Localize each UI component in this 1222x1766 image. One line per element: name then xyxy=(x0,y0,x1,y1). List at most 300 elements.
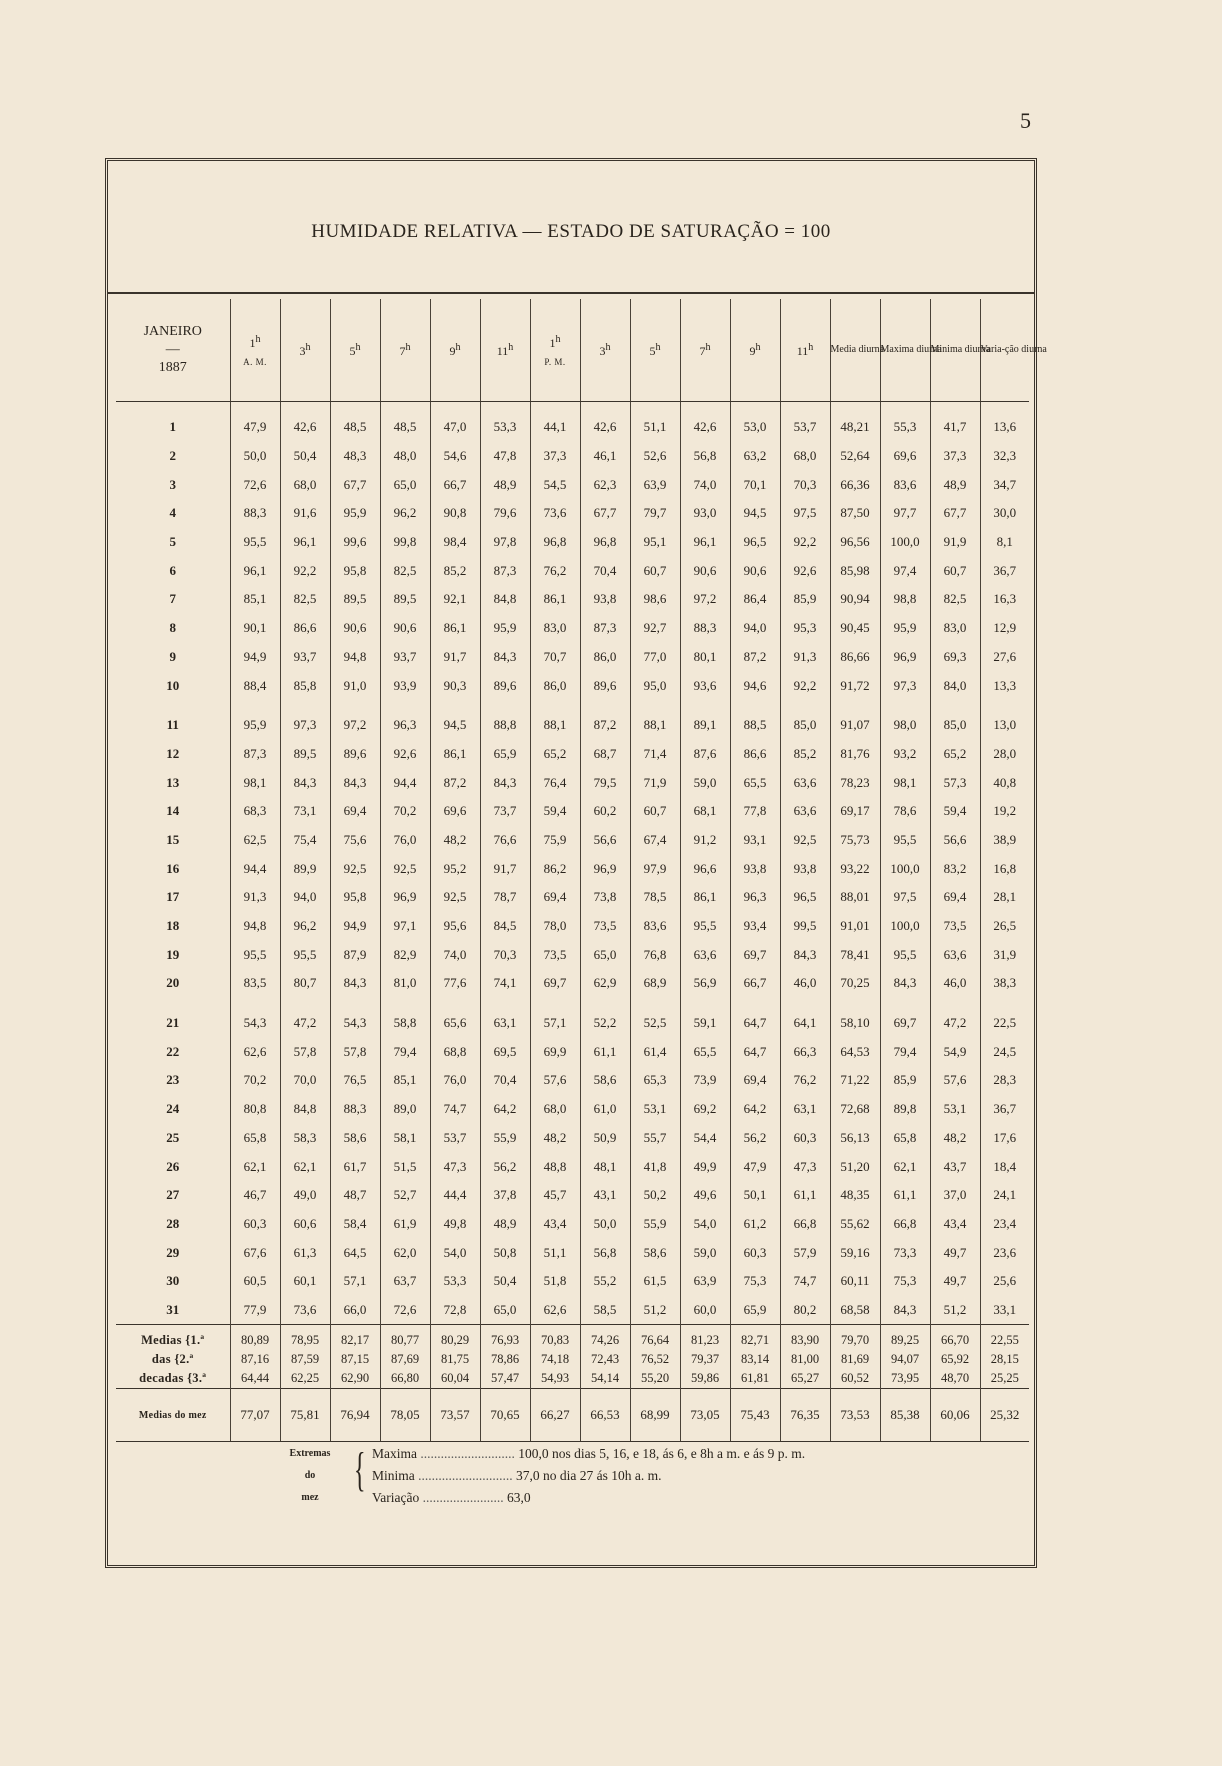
value-cell: 52,2 xyxy=(580,1009,630,1038)
decade-value: 87,59 xyxy=(280,1350,330,1369)
value-cell: 65,9 xyxy=(730,1296,780,1325)
value-cell: 60,6 xyxy=(280,1210,330,1239)
value-cell: 96,9 xyxy=(880,643,930,672)
hour-header xyxy=(480,299,530,402)
value-cell: 75,73 xyxy=(830,826,880,855)
value-cell: 84,0 xyxy=(930,671,980,700)
value-cell: 52,5 xyxy=(630,1009,680,1038)
value-cell: 69,4 xyxy=(330,797,380,826)
value-cell: 98,0 xyxy=(880,711,930,740)
value-cell: 93,8 xyxy=(780,854,830,883)
stat-header: Minima diurna xyxy=(930,299,980,402)
value-cell: 75,9 xyxy=(530,826,580,855)
decade-value: 87,16 xyxy=(230,1350,280,1369)
value-cell: 25,6 xyxy=(980,1267,1029,1296)
value-cell: 61,4 xyxy=(630,1037,680,1066)
value-cell: 93,7 xyxy=(380,643,430,672)
value-cell: 50,1 xyxy=(730,1181,780,1210)
gap-cell xyxy=(580,402,630,414)
value-cell: 100,0 xyxy=(880,854,930,883)
value-cell: 65,2 xyxy=(930,740,980,769)
value-cell: 85,0 xyxy=(930,711,980,740)
value-cell: 60,7 xyxy=(930,556,980,585)
day-number: 24 xyxy=(166,1101,180,1117)
value-cell: 61,5 xyxy=(630,1267,680,1296)
value-cell: 88,1 xyxy=(530,711,580,740)
value-cell: 48,5 xyxy=(330,413,380,442)
value-cell: 73,6 xyxy=(530,499,580,528)
value-cell: 69,4 xyxy=(730,1066,780,1095)
month-means-row xyxy=(116,1389,1029,1442)
day-number: 29 xyxy=(166,1244,180,1260)
value-cell: 62,5 xyxy=(230,826,280,855)
value-cell: 91,07 xyxy=(830,711,880,740)
value-cell: 93,7 xyxy=(280,643,330,672)
value-cell: 59,4 xyxy=(530,797,580,826)
value-cell: 85,9 xyxy=(780,585,830,614)
value-cell: 92,5 xyxy=(380,854,430,883)
hour-header xyxy=(530,299,580,402)
value-cell: 56,6 xyxy=(930,826,980,855)
gap-cell xyxy=(330,700,380,711)
value-cell: 77,0 xyxy=(630,643,680,672)
value-cell: 82,9 xyxy=(380,940,430,969)
value-cell: 72,68 xyxy=(830,1095,880,1124)
day-number: 12 xyxy=(166,745,180,761)
value-cell: 27,6 xyxy=(980,643,1029,672)
value-cell: 94,5 xyxy=(430,711,480,740)
value-cell: 51,5 xyxy=(380,1152,430,1181)
value-cell: 61,9 xyxy=(380,1210,430,1239)
value-cell: 97,4 xyxy=(880,556,930,585)
value-cell: 96,1 xyxy=(280,528,330,557)
value-cell: 75,4 xyxy=(280,826,330,855)
hour-label: 11 xyxy=(796,343,809,358)
value-cell: 98,8 xyxy=(880,585,930,614)
value-cell: 60,7 xyxy=(630,797,680,826)
hour-header xyxy=(280,299,330,402)
decade-value: 55,20 xyxy=(630,1369,680,1389)
gap-cell xyxy=(730,700,780,711)
value-cell: 41,7 xyxy=(930,413,980,442)
value-cell: 38,3 xyxy=(980,969,1029,998)
gap-cell xyxy=(230,402,280,414)
value-cell: 83,2 xyxy=(930,854,980,883)
decade-value: 80,89 xyxy=(230,1325,280,1351)
value-cell: 16,3 xyxy=(980,585,1029,614)
decade-row xyxy=(116,1325,1029,1351)
value-cell: 70,4 xyxy=(480,1066,530,1095)
value-cell: 83,5 xyxy=(230,969,280,998)
value-cell: 96,5 xyxy=(780,883,830,912)
value-cell: 96,2 xyxy=(280,912,330,941)
gap-cell xyxy=(680,998,730,1009)
gap-cell xyxy=(830,402,880,414)
value-cell: 61,2 xyxy=(730,1210,780,1239)
day-number: 28 xyxy=(166,1215,180,1231)
value-cell: 87,3 xyxy=(580,614,630,643)
value-cell: 13,3 xyxy=(980,671,1029,700)
value-cell: 66,36 xyxy=(830,470,880,499)
value-cell: 56,6 xyxy=(580,826,630,855)
table-row xyxy=(116,585,1029,614)
value-cell: 76,8 xyxy=(630,940,680,969)
value-cell: 62,1 xyxy=(230,1152,280,1181)
value-cell: 95,5 xyxy=(230,940,280,969)
hour-suffix: h xyxy=(405,341,411,353)
value-cell: 51,2 xyxy=(630,1296,680,1325)
gap-cell xyxy=(380,998,430,1009)
month-mean-value: 66,53 xyxy=(580,1389,630,1442)
value-cell: 54,0 xyxy=(430,1238,480,1267)
value-cell: 36,7 xyxy=(980,556,1029,585)
value-cell: 89,9 xyxy=(280,854,330,883)
value-cell: 55,9 xyxy=(630,1210,680,1239)
value-cell: 93,8 xyxy=(580,585,630,614)
value-cell: 69,2 xyxy=(680,1095,730,1124)
value-cell: 73,6 xyxy=(280,1296,330,1325)
value-cell: 19,2 xyxy=(980,797,1029,826)
value-cell: 90,6 xyxy=(330,614,380,643)
value-cell: 86,1 xyxy=(530,585,580,614)
day-number: 21 xyxy=(166,1015,180,1031)
extremes-label-line: mez xyxy=(301,1492,319,1503)
day-number: 30 xyxy=(166,1273,180,1289)
value-cell: 57,8 xyxy=(280,1037,330,1066)
decade-value: 81,75 xyxy=(430,1350,480,1369)
value-cell: 73,5 xyxy=(530,940,580,969)
value-cell: 86,0 xyxy=(580,643,630,672)
value-cell: 37,8 xyxy=(480,1181,530,1210)
month-mean-value: 73,57 xyxy=(430,1389,480,1442)
value-cell: 48,1 xyxy=(580,1152,630,1181)
value-cell: 46,7 xyxy=(230,1181,280,1210)
value-cell: 13,6 xyxy=(980,413,1029,442)
decade-value: 70,83 xyxy=(530,1325,580,1351)
hour-header xyxy=(380,299,430,402)
value-cell: 90,94 xyxy=(830,585,880,614)
value-cell: 46,1 xyxy=(580,442,630,471)
value-cell: 89,8 xyxy=(880,1095,930,1124)
value-cell: 84,8 xyxy=(480,585,530,614)
value-cell: 81,0 xyxy=(380,969,430,998)
value-cell: 76,6 xyxy=(480,826,530,855)
header-row xyxy=(116,299,1029,402)
gap-cell xyxy=(930,700,980,711)
value-cell: 8,1 xyxy=(980,528,1029,557)
value-cell: 68,1 xyxy=(680,797,730,826)
value-cell: 57,1 xyxy=(530,1009,580,1038)
value-cell: 58,6 xyxy=(630,1238,680,1267)
value-cell: 58,1 xyxy=(380,1124,430,1153)
value-cell: 96,3 xyxy=(730,883,780,912)
value-cell: 88,1 xyxy=(630,711,680,740)
value-cell: 57,3 xyxy=(930,768,980,797)
gap-cell xyxy=(430,700,480,711)
extreme-line xyxy=(372,1465,972,1487)
value-cell: 98,6 xyxy=(630,585,680,614)
decade-value: 65,92 xyxy=(930,1350,980,1369)
value-cell: 49,8 xyxy=(430,1210,480,1239)
value-cell: 69,3 xyxy=(930,643,980,672)
value-cell: 28,0 xyxy=(980,740,1029,769)
value-cell: 85,8 xyxy=(280,671,330,700)
decade-value: 76,52 xyxy=(630,1350,680,1369)
day-number: 18 xyxy=(166,918,180,934)
value-cell: 92,6 xyxy=(780,556,830,585)
value-cell: 54,5 xyxy=(530,470,580,499)
value-cell: 51,1 xyxy=(530,1238,580,1267)
value-cell: 97,2 xyxy=(330,711,380,740)
gap-row xyxy=(116,700,1029,711)
day-number: 2 xyxy=(169,448,176,464)
value-cell: 89,6 xyxy=(480,671,530,700)
value-cell: 72,8 xyxy=(430,1296,480,1325)
hour-suffix: h xyxy=(508,341,514,353)
value-cell: 50,0 xyxy=(580,1210,630,1239)
decade-row xyxy=(116,1369,1029,1389)
value-cell: 90,6 xyxy=(380,614,430,643)
value-cell: 42,6 xyxy=(580,413,630,442)
value-cell: 61,7 xyxy=(330,1152,380,1181)
value-cell: 73,7 xyxy=(480,797,530,826)
table-row xyxy=(116,643,1029,672)
value-cell: 92,6 xyxy=(380,740,430,769)
month-mean-value: 70,65 xyxy=(480,1389,530,1442)
value-cell: 94,9 xyxy=(230,643,280,672)
value-cell: 13,0 xyxy=(980,711,1029,740)
value-cell: 37,3 xyxy=(930,442,980,471)
value-cell: 73,3 xyxy=(880,1238,930,1267)
value-cell: 78,41 xyxy=(830,940,880,969)
value-cell: 75,6 xyxy=(330,826,380,855)
value-cell: 87,50 xyxy=(830,499,880,528)
value-cell: 90,6 xyxy=(680,556,730,585)
decade-value: 81,69 xyxy=(830,1350,880,1369)
value-cell: 91,3 xyxy=(230,883,280,912)
value-cell: 59,1 xyxy=(680,1009,730,1038)
value-cell: 96,5 xyxy=(730,528,780,557)
value-cell: 93,9 xyxy=(380,671,430,700)
value-cell: 64,7 xyxy=(730,1009,780,1038)
table-row xyxy=(116,614,1029,643)
decade-value: 64,44 xyxy=(230,1369,280,1389)
gap-cell xyxy=(480,998,530,1009)
value-cell: 47,2 xyxy=(280,1009,330,1038)
value-cell: 57,9 xyxy=(780,1238,830,1267)
value-cell: 94,8 xyxy=(230,912,280,941)
value-cell: 64,2 xyxy=(480,1095,530,1124)
value-cell: 63,7 xyxy=(380,1267,430,1296)
value-cell: 97,3 xyxy=(280,711,330,740)
decade-value: 73,95 xyxy=(880,1369,930,1389)
table-row xyxy=(116,1296,1029,1325)
value-cell: 82,5 xyxy=(930,585,980,614)
value-cell: 97,5 xyxy=(880,883,930,912)
extremes-values xyxy=(372,1443,972,1509)
decade-value: 78,86 xyxy=(480,1350,530,1369)
value-cell: 23,6 xyxy=(980,1238,1029,1267)
table-row xyxy=(116,1238,1029,1267)
value-cell: 42,6 xyxy=(680,413,730,442)
value-cell: 91,3 xyxy=(780,643,830,672)
title-divider xyxy=(108,292,1034,294)
value-cell: 48,35 xyxy=(830,1181,880,1210)
gap-cell xyxy=(280,998,330,1009)
value-cell: 79,7 xyxy=(630,499,680,528)
value-cell: 77,8 xyxy=(730,797,780,826)
day-number: 23 xyxy=(166,1072,180,1088)
table-row xyxy=(116,854,1029,883)
value-cell: 69,7 xyxy=(530,969,580,998)
hour-header xyxy=(680,299,730,402)
day-number: 26 xyxy=(166,1158,180,1174)
table-row xyxy=(116,940,1029,969)
decade-value: 83,14 xyxy=(730,1350,780,1369)
value-cell: 93,4 xyxy=(730,912,780,941)
value-cell: 47,9 xyxy=(730,1152,780,1181)
value-cell: 86,1 xyxy=(680,883,730,912)
value-cell: 68,0 xyxy=(780,442,830,471)
value-cell: 97,9 xyxy=(630,854,680,883)
value-cell: 49,9 xyxy=(680,1152,730,1181)
value-cell: 26,5 xyxy=(980,912,1029,941)
extreme-dots: ........................ xyxy=(419,1490,507,1505)
value-cell: 54,3 xyxy=(330,1009,380,1038)
extreme-dots: ............................ xyxy=(414,1468,516,1483)
hour-header xyxy=(780,299,830,402)
stat-header: Varia-ção diurna xyxy=(980,299,1029,402)
decade-row xyxy=(116,1350,1029,1369)
value-cell: 83,0 xyxy=(530,614,580,643)
month-dash: — xyxy=(165,342,180,357)
day-number: 4 xyxy=(169,505,176,521)
value-cell: 47,3 xyxy=(430,1152,480,1181)
hour-suffix: h xyxy=(305,341,311,353)
value-cell: 60,7 xyxy=(630,556,680,585)
value-cell: 96,8 xyxy=(580,528,630,557)
gap-cell xyxy=(880,402,930,414)
value-cell: 60,3 xyxy=(780,1124,830,1153)
value-cell: 79,6 xyxy=(480,499,530,528)
month-mean-value: 68,99 xyxy=(630,1389,680,1442)
value-cell: 88,3 xyxy=(680,614,730,643)
gap-cell xyxy=(380,402,430,414)
value-cell: 62,1 xyxy=(880,1152,930,1181)
decade-value: 62,25 xyxy=(280,1369,330,1389)
value-cell: 63,1 xyxy=(780,1095,830,1124)
value-cell: 84,3 xyxy=(330,969,380,998)
gap-cell xyxy=(530,998,580,1009)
value-cell: 92,5 xyxy=(330,854,380,883)
day-number: 20 xyxy=(166,975,180,991)
value-cell: 23,4 xyxy=(980,1210,1029,1239)
value-cell: 48,9 xyxy=(480,470,530,499)
decade-value: 83,90 xyxy=(780,1325,830,1351)
hour-period: P. M. xyxy=(544,356,566,367)
value-cell: 88,3 xyxy=(230,499,280,528)
value-cell: 54,6 xyxy=(430,442,480,471)
value-cell: 74,7 xyxy=(780,1267,830,1296)
value-cell: 93,0 xyxy=(680,499,730,528)
gap-cell xyxy=(630,700,680,711)
gap-cell xyxy=(930,998,980,1009)
value-cell: 60,3 xyxy=(230,1210,280,1239)
value-cell: 67,7 xyxy=(930,499,980,528)
value-cell: 89,6 xyxy=(330,740,380,769)
extreme-line xyxy=(372,1487,972,1509)
value-cell: 53,7 xyxy=(430,1124,480,1153)
value-cell: 50,4 xyxy=(280,442,330,471)
value-cell: 70,25 xyxy=(830,969,880,998)
month-mean-value: 60,06 xyxy=(930,1389,980,1442)
value-cell: 91,72 xyxy=(830,671,880,700)
gap-cell xyxy=(630,402,680,414)
hour-label: 1 xyxy=(249,335,256,350)
hour-suffix: h xyxy=(808,341,814,353)
value-cell: 63,6 xyxy=(780,768,830,797)
value-cell: 94,8 xyxy=(330,643,380,672)
value-cell: 30,0 xyxy=(980,499,1029,528)
decade-value: 60,04 xyxy=(430,1369,480,1389)
gap-row xyxy=(116,402,1029,414)
value-cell: 67,7 xyxy=(330,470,380,499)
value-cell: 92,5 xyxy=(780,826,830,855)
gap-cell xyxy=(116,700,230,711)
value-cell: 28,3 xyxy=(980,1066,1029,1095)
value-cell: 78,5 xyxy=(630,883,680,912)
value-cell: 49,0 xyxy=(280,1181,330,1210)
decade-value: 78,95 xyxy=(280,1325,330,1351)
value-cell: 77,6 xyxy=(430,969,480,998)
value-cell: 57,6 xyxy=(930,1066,980,1095)
decade-value: 65,27 xyxy=(780,1369,830,1389)
value-cell: 49,6 xyxy=(680,1181,730,1210)
value-cell: 59,0 xyxy=(680,1238,730,1267)
decade-value: 66,70 xyxy=(930,1325,980,1351)
value-cell: 42,6 xyxy=(280,413,330,442)
table-row xyxy=(116,1181,1029,1210)
value-cell: 69,9 xyxy=(530,1037,580,1066)
value-cell: 50,8 xyxy=(480,1238,530,1267)
value-cell: 95,1 xyxy=(630,528,680,557)
day-number: 31 xyxy=(166,1301,180,1317)
extremes-label-line: do xyxy=(304,1470,316,1481)
extremes-label-line: Extremas xyxy=(289,1448,331,1459)
decade-value: 76,64 xyxy=(630,1325,680,1351)
value-cell: 79,4 xyxy=(380,1037,430,1066)
table-row xyxy=(116,528,1029,557)
value-cell: 53,3 xyxy=(480,413,530,442)
value-cell: 58,3 xyxy=(280,1124,330,1153)
decade-value: 54,14 xyxy=(580,1369,630,1389)
value-cell: 48,2 xyxy=(930,1124,980,1153)
value-cell: 91,0 xyxy=(330,671,380,700)
day-number: 25 xyxy=(166,1129,180,1145)
value-cell: 48,2 xyxy=(530,1124,580,1153)
value-cell: 53,3 xyxy=(430,1267,480,1296)
value-cell: 96,1 xyxy=(230,556,280,585)
value-cell: 74,0 xyxy=(680,470,730,499)
value-cell: 65,8 xyxy=(880,1124,930,1153)
decade-value: 82,71 xyxy=(730,1325,780,1351)
value-cell: 69,6 xyxy=(880,442,930,471)
stat-header: Maxima diurna xyxy=(880,299,930,402)
decade-value: 54,93 xyxy=(530,1369,580,1389)
value-cell: 78,0 xyxy=(530,912,580,941)
value-cell: 38,9 xyxy=(980,826,1029,855)
value-cell: 69,4 xyxy=(930,883,980,912)
